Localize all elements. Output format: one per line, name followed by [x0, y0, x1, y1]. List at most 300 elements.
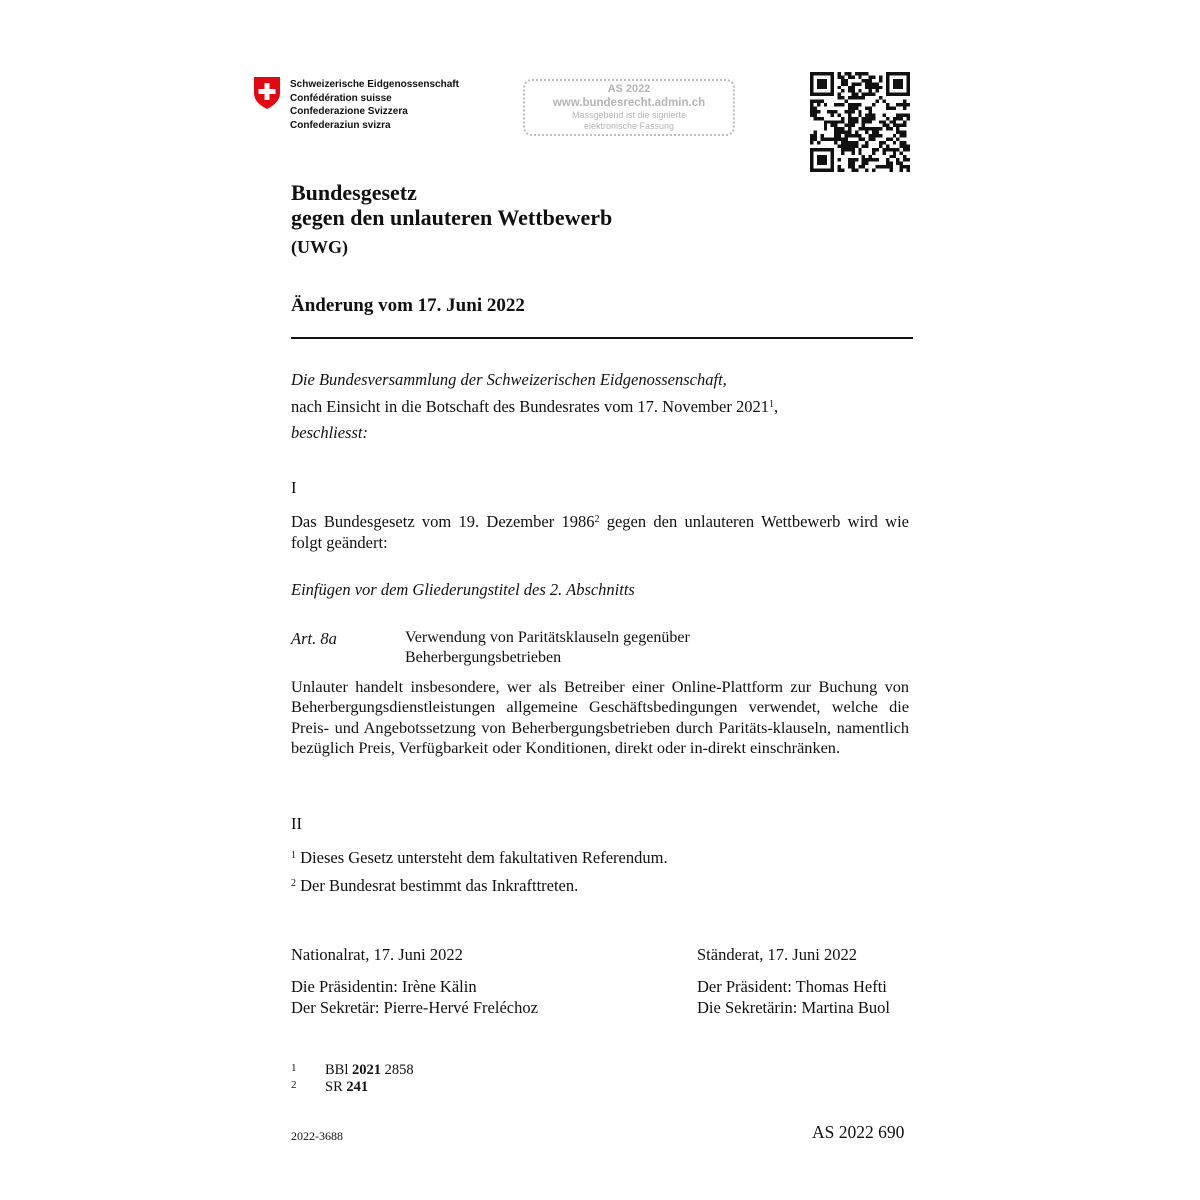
qr-module [907, 79, 910, 82]
qr-module [841, 169, 844, 172]
qr-module [848, 113, 851, 116]
qr-module [810, 100, 813, 103]
qr-module [872, 138, 875, 141]
qr-module [848, 141, 851, 144]
qr-module [879, 79, 882, 82]
qr-module [886, 93, 889, 96]
qr-module [862, 155, 865, 158]
qr-module [879, 96, 882, 99]
qr-module [810, 82, 813, 85]
stamp-note-2: elektronische Fassung [583, 121, 675, 131]
qr-module [903, 141, 906, 144]
qr-module [824, 158, 827, 161]
qr-module [893, 141, 896, 144]
qr-module [876, 131, 879, 134]
qr-module [872, 158, 875, 161]
qr-module [824, 155, 827, 158]
qr-module [841, 141, 844, 144]
qr-module [810, 110, 813, 113]
qr-module [889, 127, 892, 130]
qr-module [838, 165, 841, 168]
footnote-page: 2858 [381, 1062, 414, 1078]
qr-module [876, 89, 879, 92]
qr-module [886, 165, 889, 168]
qr-module [831, 158, 834, 161]
qr-module [817, 79, 820, 82]
qr-module [827, 120, 830, 123]
section-2-paragraph-1 [291, 847, 668, 868]
qr-module [813, 138, 816, 141]
qr-module [855, 117, 858, 120]
confederation-name-fr: Confédération suisse [290, 92, 392, 104]
qr-module [851, 117, 854, 120]
qr-module [813, 117, 816, 120]
qr-module [841, 75, 844, 78]
section-1-numeral: I [291, 478, 297, 497]
qr-module [896, 79, 899, 82]
title-divider [291, 337, 913, 339]
qr-module [889, 93, 892, 96]
qr-module [893, 134, 896, 137]
qr-module [838, 75, 841, 78]
qr-module [824, 138, 827, 141]
qr-module [810, 155, 813, 158]
qr-module [817, 158, 820, 161]
qr-module [831, 155, 834, 158]
qr-module [817, 100, 820, 103]
qr-module [848, 120, 851, 123]
qr-module [893, 79, 896, 82]
qr-module [872, 134, 875, 137]
qr-module [813, 148, 816, 151]
qr-module [838, 138, 841, 141]
qr-module [810, 148, 813, 151]
qr-module [862, 165, 865, 168]
qr-module [907, 165, 910, 168]
qr-module [869, 79, 872, 82]
qr-module [831, 89, 834, 92]
qr-module [896, 124, 899, 127]
qr-module [903, 131, 906, 134]
qr-module [879, 165, 882, 168]
qr-module [900, 86, 903, 89]
qr-module [862, 96, 865, 99]
qr-module [896, 158, 899, 161]
qr-module [831, 162, 834, 165]
qr-module [844, 110, 847, 113]
official-compilation-reference: AS 2022 690 [812, 1122, 905, 1142]
qr-module [907, 113, 910, 116]
qr-module [900, 141, 903, 144]
signature-block-staenderat [697, 944, 890, 1018]
section-2-numeral: II [291, 814, 302, 833]
qr-module [876, 100, 879, 103]
title-line-2: gegen den unlauteren Wettbewerb [291, 205, 613, 230]
qr-module [903, 93, 906, 96]
qr-module [869, 120, 872, 123]
qr-module [900, 165, 903, 168]
qr-module [844, 144, 847, 147]
qr-module [900, 93, 903, 96]
qr-module [848, 103, 851, 106]
qr-module [882, 148, 885, 151]
qr-module [810, 106, 813, 109]
qr-module [862, 124, 865, 127]
qr-module [886, 89, 889, 92]
qr-module [858, 127, 861, 130]
section-2-paragraph-2-text: Der Bundesrat bestimmt das Inkrafttreten. [296, 876, 579, 895]
qr-module [889, 138, 892, 141]
section-1-intro-text-end: gegen den unlauteren Wettbewerb wird wie folgt geändert: [291, 512, 909, 552]
qr-module [820, 158, 823, 161]
qr-module [865, 127, 868, 130]
qr-module [810, 103, 813, 106]
qr-module [893, 106, 896, 109]
qr-module [810, 72, 813, 75]
qr-module [824, 93, 827, 96]
section-1-intro [291, 511, 909, 553]
qr-module [862, 138, 865, 141]
qr-module [844, 141, 847, 144]
qr-module [851, 103, 854, 106]
qr-module [886, 158, 889, 161]
qr-module [886, 103, 889, 106]
qr-module [824, 148, 827, 151]
title-abbreviation: (UWG) [291, 237, 348, 257]
qr-module [851, 169, 854, 172]
qr-module [858, 165, 861, 168]
qr-module [851, 124, 854, 127]
qr-module [855, 120, 858, 123]
qr-module [834, 141, 837, 144]
qr-module [855, 134, 858, 137]
qr-module [907, 89, 910, 92]
qr-module [896, 162, 899, 165]
qr-module [820, 86, 823, 89]
qr-module [831, 75, 834, 78]
qr-module [855, 103, 858, 106]
qr-module [817, 169, 820, 172]
qr-module [876, 82, 879, 85]
qr-module [810, 165, 813, 168]
qr-module [869, 113, 872, 116]
qr-module [889, 162, 892, 165]
qr-module [872, 113, 875, 116]
qr-module [900, 79, 903, 82]
qr-module [886, 144, 889, 147]
qr-module [858, 82, 861, 85]
qr-module [848, 124, 851, 127]
qr-module [903, 165, 906, 168]
qr-module [872, 169, 875, 172]
preamble-assembly: Die Bundesversammlung der Schweizerischen Eidgenossenschaft, [291, 370, 727, 389]
qr-module [838, 113, 841, 116]
qr-module [869, 86, 872, 89]
qr-module [900, 162, 903, 165]
qr-module [896, 72, 899, 75]
qr-module [841, 144, 844, 147]
qr-module [848, 72, 851, 75]
qr-module [841, 148, 844, 151]
qr-module [827, 93, 830, 96]
qr-module [824, 103, 827, 106]
qr-module [810, 79, 813, 82]
qr-module [855, 96, 858, 99]
qr-module [817, 110, 820, 113]
qr-module [903, 120, 906, 123]
qr-module [817, 117, 820, 120]
qr-module [896, 86, 899, 89]
qr-module [865, 82, 868, 85]
qr-module [886, 72, 889, 75]
qr-module [872, 82, 875, 85]
insertion-instruction: Einfügen vor dem Gliederungstitel des 2. Abschnitts [291, 580, 635, 599]
qr-module [848, 144, 851, 147]
qr-module [848, 96, 851, 99]
stamp-url: www.bundesrecht.admin.ch [552, 97, 706, 109]
qr-module [810, 169, 813, 172]
qr-module [903, 124, 906, 127]
qr-module [851, 75, 854, 78]
qr-module [838, 120, 841, 123]
qr-module [889, 120, 892, 123]
qr-module [896, 131, 899, 134]
confederation-name-rm: Confederaziun svizra [290, 119, 391, 131]
official-publication-stamp [523, 79, 735, 136]
qr-module [851, 134, 854, 137]
qr-module [862, 93, 865, 96]
section-2-paragraph-1-text: Dieses Gesetz untersteht dem fakultativen Referendum. [296, 848, 668, 867]
qr-module [893, 155, 896, 158]
qr-module [820, 134, 823, 137]
qr-module [841, 79, 844, 82]
qr-module [869, 158, 872, 161]
qr-module [858, 148, 861, 151]
qr-module [855, 93, 858, 96]
qr-module [841, 151, 844, 154]
qr-module [872, 148, 875, 151]
qr-module [862, 72, 865, 75]
qr-module [834, 120, 837, 123]
qr-module [858, 151, 861, 154]
section-2-paragraph-2 [291, 875, 578, 896]
qr-module [882, 165, 885, 168]
qr-module [851, 162, 854, 165]
qr-module [838, 134, 841, 137]
qr-module [844, 82, 847, 85]
qr-module [820, 100, 823, 103]
qr-module [831, 138, 834, 141]
qr-module [810, 86, 813, 89]
qr-module [879, 127, 882, 130]
qr-module [907, 93, 910, 96]
footnote-text [325, 1062, 414, 1079]
qr-module [841, 117, 844, 120]
qr-module [858, 134, 861, 137]
qr-module [817, 103, 820, 106]
qr-module [841, 96, 844, 99]
qr-module [827, 169, 830, 172]
qr-module [817, 141, 820, 144]
qr-module [872, 103, 875, 106]
qr-module [820, 82, 823, 85]
qr-module [810, 162, 813, 165]
qr-module [869, 75, 872, 78]
qr-module [820, 148, 823, 151]
qr-module [851, 106, 854, 109]
qr-module [810, 93, 813, 96]
signature-secretary: Die Sekretärin: Martina Buol [697, 998, 890, 1017]
qr-module [813, 134, 816, 137]
qr-module [865, 86, 868, 89]
qr-module [865, 113, 868, 116]
qr-module [855, 169, 858, 172]
qr-module [851, 89, 854, 92]
qr-module [893, 151, 896, 154]
qr-module [896, 82, 899, 85]
qr-module [831, 148, 834, 151]
qr-module [810, 141, 813, 144]
qr-module [848, 134, 851, 137]
qr-module [813, 72, 816, 75]
qr-module [831, 151, 834, 154]
qr-module [862, 117, 865, 120]
qr-module [831, 72, 834, 75]
footnote-number: 2 [291, 1078, 297, 1091]
qr-module [810, 89, 813, 92]
qr-module [882, 141, 885, 144]
qr-module [855, 131, 858, 134]
qr-module [879, 75, 882, 78]
qr-module [813, 131, 816, 134]
qr-module [848, 162, 851, 165]
qr-module [838, 158, 841, 161]
stamp-note-1: Massgebend ist die signierte [571, 110, 687, 120]
qr-module [903, 103, 906, 106]
footnote-1 [291, 1062, 414, 1079]
qr-module [889, 72, 892, 75]
qr-module [865, 72, 868, 75]
qr-module [865, 106, 868, 109]
qr-module [869, 82, 872, 85]
qr-module [851, 82, 854, 85]
qr-module [865, 158, 868, 161]
qr-module [872, 117, 875, 120]
qr-module [851, 110, 854, 113]
qr-module [886, 162, 889, 165]
qr-module [838, 131, 841, 134]
qr-module [893, 120, 896, 123]
qr-module [848, 148, 851, 151]
qr-module [813, 93, 816, 96]
qr-module [844, 148, 847, 151]
qr-module [831, 82, 834, 85]
qr-module [865, 131, 868, 134]
qr-module [858, 96, 861, 99]
qr-module [831, 110, 834, 113]
footnote-ref-2[interactable]: 2 [594, 514, 600, 525]
qr-module [851, 165, 854, 168]
qr-module [879, 120, 882, 123]
qr-module [907, 144, 910, 147]
qr-module [893, 148, 896, 151]
qr-module [824, 169, 827, 172]
qr-module [907, 148, 910, 151]
qr-module [844, 72, 847, 75]
qr-module [903, 144, 906, 147]
qr-code-icon[interactable] [810, 72, 910, 172]
qr-module [838, 169, 841, 172]
qr-module [838, 93, 841, 96]
qr-module [855, 158, 858, 161]
qr-module [862, 158, 865, 161]
signature-secretary: Der Sekretär: Pierre-Hervé Freléchoz [291, 998, 538, 1017]
qr-module [900, 113, 903, 116]
title-line-1: Bundesgesetz [291, 180, 417, 205]
qr-module [876, 134, 879, 137]
qr-module [900, 103, 903, 106]
signature-block-nationalrat [291, 944, 538, 1018]
qr-module [900, 131, 903, 134]
qr-module [834, 138, 837, 141]
qr-module [824, 82, 827, 85]
qr-module [869, 127, 872, 130]
qr-module [841, 120, 844, 123]
qr-module [827, 148, 830, 151]
qr-module [834, 131, 837, 134]
qr-module [876, 86, 879, 89]
qr-module [838, 127, 841, 130]
qr-module [813, 169, 816, 172]
qr-module [855, 72, 858, 75]
qr-module [893, 93, 896, 96]
confederation-name-de: Schweizerische Eidgenossenschaft [290, 79, 459, 90]
qr-module [876, 165, 879, 168]
qr-module [865, 162, 868, 165]
qr-module [903, 158, 906, 161]
qr-module [834, 127, 837, 130]
qr-module [820, 155, 823, 158]
qr-module [907, 103, 910, 106]
qr-module [844, 79, 847, 82]
qr-module [907, 158, 910, 161]
qr-module [886, 79, 889, 82]
qr-module [900, 117, 903, 120]
document-number: 2022-3688 [291, 1129, 343, 1143]
qr-module [900, 82, 903, 85]
qr-module [841, 138, 844, 141]
qr-module [824, 124, 827, 127]
qr-module [907, 72, 910, 75]
qr-module [896, 113, 899, 116]
qr-module [889, 106, 892, 109]
qr-module [834, 134, 837, 137]
qr-module [817, 162, 820, 165]
qr-module [865, 120, 868, 123]
qr-module [831, 120, 834, 123]
qr-module [896, 138, 899, 141]
qr-module [869, 106, 872, 109]
qr-module [889, 169, 892, 172]
qr-module [855, 106, 858, 109]
qr-module [851, 148, 854, 151]
qr-module [831, 79, 834, 82]
qr-module [872, 75, 875, 78]
signature-president: Die Präsidentin: Irène Kälin [291, 977, 477, 996]
footnote-ref-1[interactable]: 1 [768, 398, 774, 410]
qr-module [817, 155, 820, 158]
qr-module [862, 127, 865, 130]
